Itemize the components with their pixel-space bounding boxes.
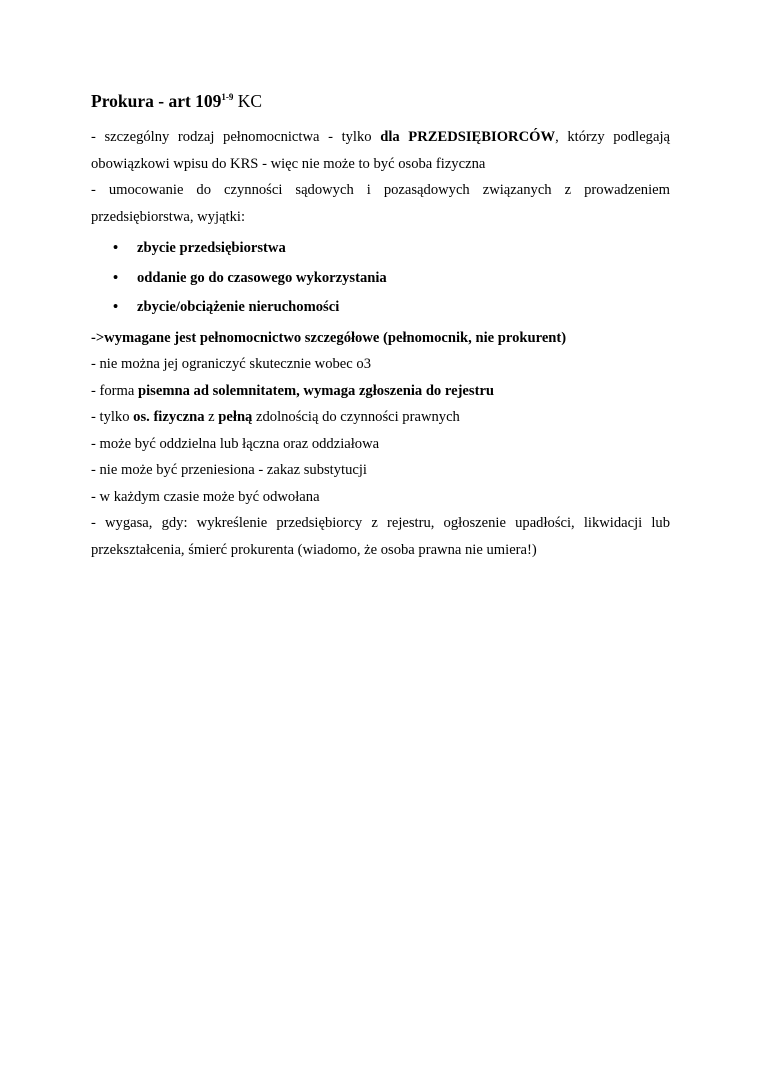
paragraph-form xyxy=(91,378,670,405)
paragraph-limitation: - nie można jej ograniczyć skutecznie wobec o3 xyxy=(91,356,371,372)
bullet-icon: • xyxy=(113,240,119,256)
p6-text-2: z xyxy=(204,409,219,425)
document-title xyxy=(91,88,670,114)
p1-text-2: , którzy podlegają obowiązkowi wpisu do KRS - więc nie może to być osoba fizyczna xyxy=(91,129,670,172)
list-item-text: zbycie/obciążenie nieruchomości xyxy=(137,299,340,315)
paragraph-definition xyxy=(91,124,670,177)
list-item xyxy=(91,264,670,294)
paragraph-revocation: - w każdym czasie może być odwołana xyxy=(91,488,320,505)
title-superscript: 1-9 xyxy=(221,92,234,103)
bullet-icon: • xyxy=(113,269,119,286)
paragraph-transfer: - nie może być przeniesiona - zakaz substytucji xyxy=(91,462,367,478)
paragraph-scope: - umocowanie do czynności sądowych i pozasądowych związanych z prowadzeniem przedsiębiorstwa, wyjątki: xyxy=(91,182,670,225)
p1-text-1: - szczególny rodzaj pełnomocnictwa - tylko xyxy=(91,129,381,145)
paragraph-requirement xyxy=(91,325,670,352)
p5-text-1: - forma xyxy=(91,382,139,399)
paragraph-types: - może być oddzielna lub łączna oraz oddziałowa xyxy=(91,435,380,452)
paragraph-expiry: - wygasa, gdy: wykreślenie przedsiębiorcy z rejestru, ogłoszenie upadłości, likwidacji lub przekształcenia, śmierć prokurenta (wiadomo, że osoba prawna nie umiera!) xyxy=(91,515,670,558)
p5-bold-1: pisemna ad solemnitatem, wymaga zgłoszenia do rejestru xyxy=(138,382,495,399)
list-item-text: oddanie go do czasowego wykorzystania xyxy=(137,269,387,286)
paragraph-person xyxy=(91,404,670,431)
document-page xyxy=(91,88,670,563)
p6-bold-1: os. fizyczna xyxy=(133,409,205,425)
p1-bold-1: dla PRZEDSIĘBIORCÓW xyxy=(380,129,556,145)
bullet-icon: • xyxy=(113,299,119,315)
title-suffix: KC xyxy=(233,91,263,111)
list-item xyxy=(91,234,670,264)
p6-text-1: - tylko xyxy=(91,409,134,425)
list-item xyxy=(91,293,670,323)
p6-text-3: zdolnością do czynności prawnych xyxy=(252,409,460,425)
exceptions-list xyxy=(91,234,670,323)
list-item-text: zbycie przedsiębiorstwa xyxy=(137,240,286,256)
p3-bold: ->wymagane jest pełnomocnictwo szczegółowe (pełnomocnik, nie prokurent) xyxy=(91,329,567,346)
p6-bold-2: pełną xyxy=(218,409,253,425)
title-prefix: Prokura - art 109 xyxy=(91,91,222,111)
